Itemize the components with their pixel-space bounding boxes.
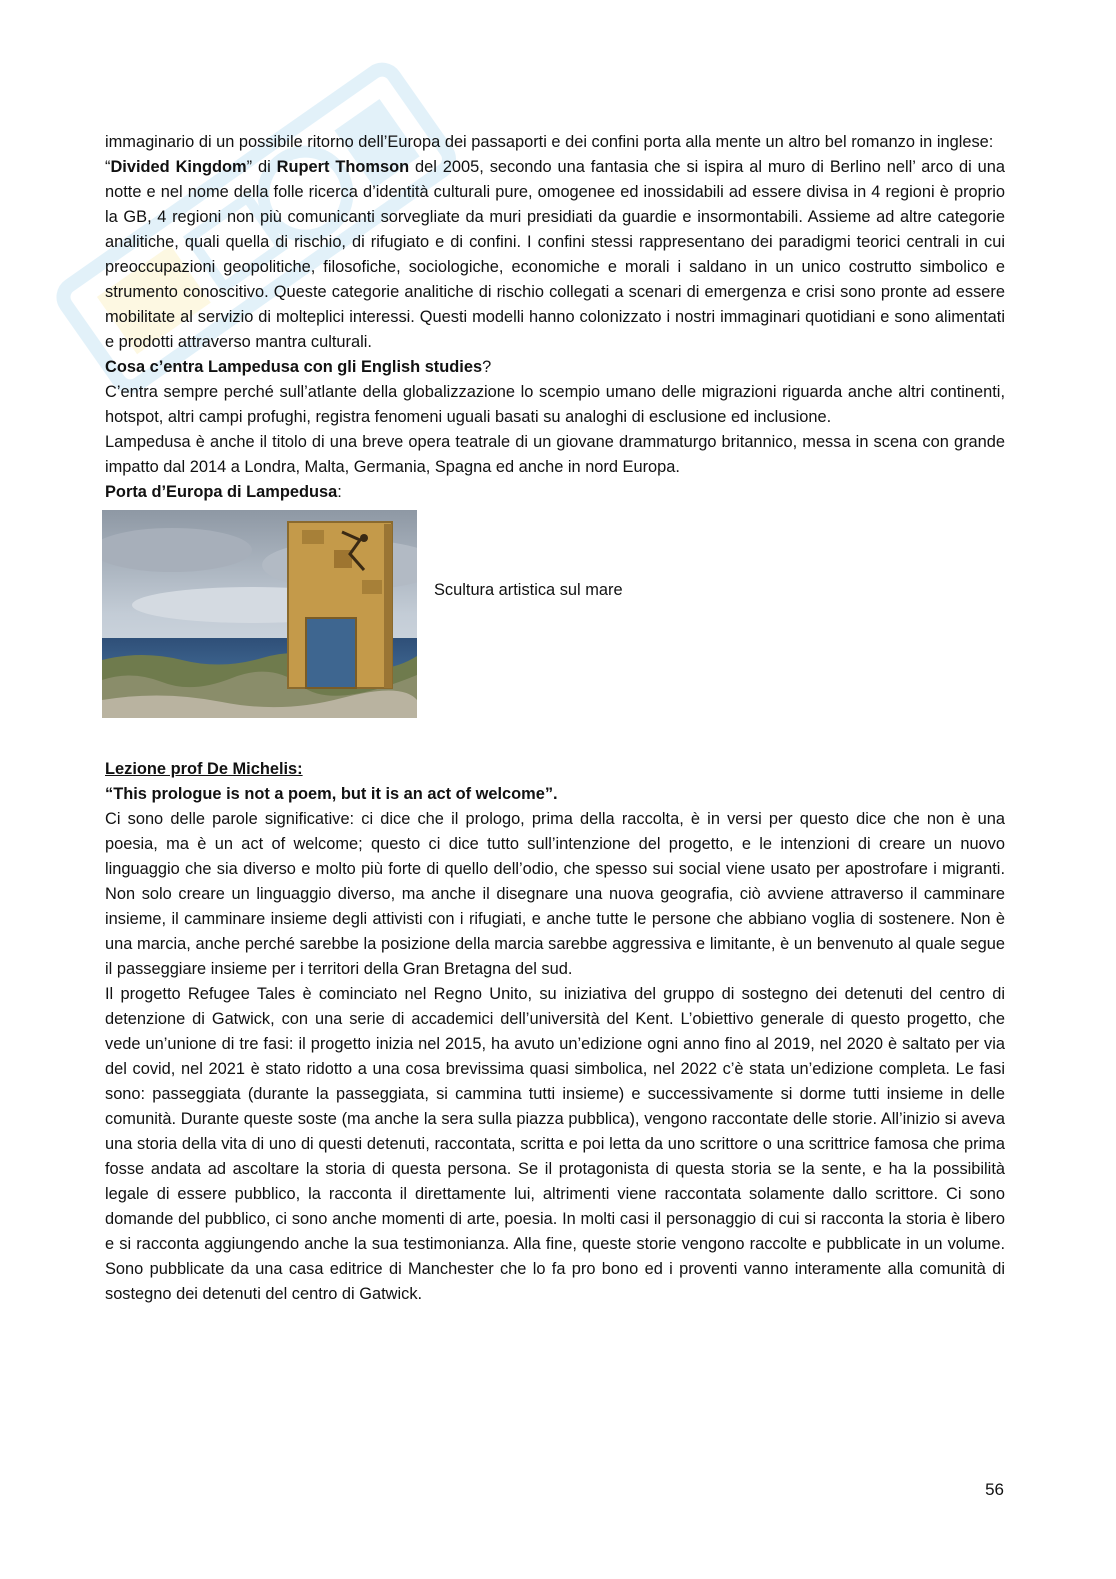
paragraph-refugee-tales: Il progetto Refugee Tales è cominciato nel Regno Unito, su iniziativa del gruppo di sostegno dei detenuti del centro di detenzione di Gatwick, con una serie di accademici dell’università del Kent. L’obiettivo generale di questo progetto, che vede un’unione di tre fasi: il progetto inizia nel 2015, ha avuto un’edizione ogni anno fino al 2019, nel 2020 è saltato per via del covid, nel 2021 è stato ridotto a una cosa brevissima quasi simbolica, nel 2022 c’è stata un’edizione completa. Le fasi sono: passeggiata (durante la passeggiata, si cammina tutti insieme) e successivamente si dorme tutti insieme in delle comunità. Durante queste soste (ma anche la sera sulla piazza pubblica), vengono raccontate delle storie. All’inizio si aveva una storia della vita di uno di questi detenuti, raccontata, scritta e poi letta da uno scrittore o una scrittrice famosa che prima fosse andata ad ascoltare la storia di questa persona. Se il protagonista di questa storia se la sente, e ha la possibilità legale di essere pubblico, la racconta il direttamente lui, altrimenti viene raccontata solamente dallo scrittore. Ci sono domande del pubblico, ci sono anche momenti di arte, poesia. In molti casi il personaggio di cui si racconta la storia è libero e si racconta aggiungendo anche la sua testimonianza. Alla fine, queste storie vengono raccolte e pubblicate in un volume. Sono pubblicate da una casa editrice di Manchester che lo fa pro bono ed i proventi vanno interamente alla comunità di sostegno dei detenuti del centro di Gatwick. (105, 985, 1005, 1303)
book-title: Divided Kingdom (110, 158, 247, 176)
quote-prologue: “This prologue is not a poem, but it is an act of welcome”. (105, 785, 558, 803)
figure-row (102, 509, 1005, 719)
paragraph-globalization: C’entra sempre perché sull’atlante della globalizzazione lo scempio umano delle migrazioni riguarda anche altri continenti, hotspot, altri campi profughi, registra fenomeni uguali basati su analoghi di esclusione ed inclusione. (105, 383, 1005, 426)
heading-porta-europa: Porta d’Europa di Lampedusa: (105, 483, 342, 501)
heading-lezione: Lezione prof De Michelis: (105, 760, 303, 778)
photo-caption: Scultura artistica sul mare (434, 580, 623, 599)
paragraph-intro: immaginario di un possibile ritorno dell’Europa dei passaporti e dei confini porta alla mente un altro bel romanzo in inglese: (105, 133, 994, 151)
paragraph-divided-kingdom: “Divided Kingdom” di Rupert Thomson del 2005, secondo una fantasia che si ispira al muro di Berlino nell’ arco di una notte e nel nome della folle ricerca d’identità culturali pure, omogenee ed inossidabili ad essere divisa in 4 regioni è proprio la GB, 4 regioni non più comunicanti sorvegliate da muri presidiati da guardie e insormontabili. Assieme ad altre categorie analitiche, quali quella di rischio, di rifugiato e di confini. I confini stessi rappresentano dei paradigmi teorici centrali in cui preoccupazioni geopolitiche, filosofiche, sociologiche, economiche e morali i saldano in un unico costrutto simbolico e strumento conoscitivo. Queste categorie analitiche di rischio collegati a scenari di emergenza e crisi sono pronte ad essere mobilitate al servizio di molteplici interessi. Questi modelli hanno colonizzato i nostri immaginari quotidiani e sono alimentati e prodotti attraverso mantra culturali. (105, 158, 1005, 351)
page-content (105, 130, 1005, 1307)
page-number: 56 (985, 1480, 1004, 1499)
paragraph-prologue: Ci sono delle parole significative: ci dice che il prologo, prima della raccolta, è in versi per questo dice che non è una poesia, ma è un act of welcome; questo ci dice tutto sull’intenzione del progetto, e le intenzioni di creare un nuovo linguaggio che sia diverso e molto più forte di quello dell’odio, che spesso sui social viene usato per apostrofare i migranti. Non solo creare un linguaggio diverso, ma anche il disegnare una nuova geografia, ciò avviene attraverso il camminare insieme, il camminare insieme degli attivisti con i rifugiati, e anche tutte le persone che abbiano voglia di sostenere. Non è una marcia, anche perché sarebbe la posizione della marcia sarebbe aggressiva e limitante, è un benvenuto al quale segue il passeggiare insieme per i territori della Gran Bretagna del sud. (105, 810, 1005, 978)
book-author: Rupert Thomson (276, 158, 410, 176)
paragraph-lampedusa-play: Lampedusa è anche il titolo di una breve opera teatrale di un giovane drammaturgo britannico, messa in scena con grande impatto dal 2014 a Londra, Malta, Germania, Spagna ed anche in nord Europa. (105, 433, 1005, 476)
heading-lampedusa-question: Cosa c’entra Lampedusa con gli English studies? (105, 358, 492, 376)
porta-europa-photo (102, 510, 417, 718)
